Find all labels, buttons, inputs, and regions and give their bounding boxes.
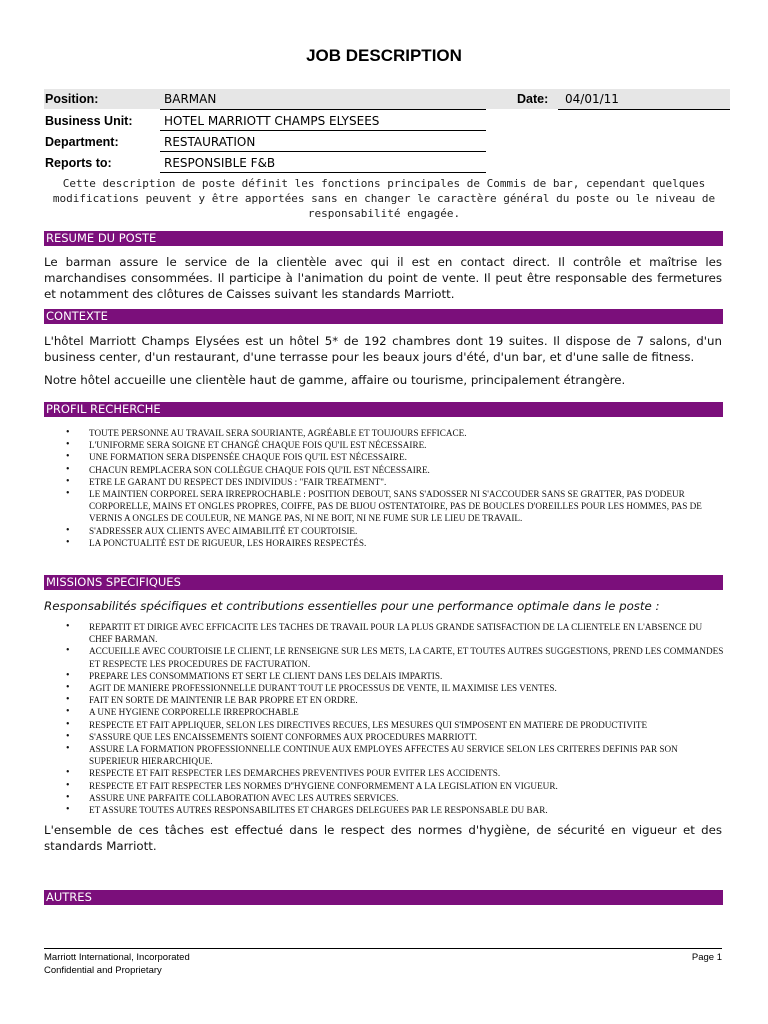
- list-item: • FAIT EN SORTE DE MAINTENIR LE BAR PROPRE ET EN ORDRE.: [66, 694, 358, 706]
- contexte-text-1: L'hôtel Marriott Champs Elysées est un hôtel 5* de 192 chambres dont 19 suites. Il dispose de 7 salons, d'un business center, d'un restaurant, d'une terrasse pour les beaux jours d'été, d'un bar, et d'une salle de fitness.: [44, 334, 722, 364]
- date-label: Date:: [517, 92, 549, 106]
- bullet-icon: •: [66, 743, 70, 755]
- date-value: 04/01/11: [565, 92, 619, 106]
- list-item: • RESPECTE ET FAIT RESPECTER LES DEMARCHES PREVENTIVES POUR EVITER LES ACCIDENTS.: [66, 767, 501, 779]
- bullet-icon: •: [66, 488, 70, 500]
- position-label: Position:: [45, 92, 99, 106]
- business-unit-underline: [160, 130, 486, 131]
- bullet-icon: •: [66, 682, 70, 694]
- list-item: • ET ASSURE TOUTES AUTRES RESPONSABILITES ET CHARGES DELEGUEES PAR LE RESPONSABLE DU BAR.: [66, 804, 548, 816]
- section-header-resume: RESUME DU POSTE: [44, 231, 723, 246]
- reports-to-value: RESPONSIBLE F&B: [164, 156, 276, 170]
- bullet-icon: •: [66, 779, 70, 791]
- list-item: • ASSURE LA FORMATION PROFESSIONNELLE CONTINUE AUX EMPLOYES AFFECTES AU SERVICE SELON LES CRITERES DEFINIS PAR SON SUPERIEUR HIERARCHIQUE.: [66, 743, 678, 767]
- section-header-missions: MISSIONS SPECIFIQUES: [44, 575, 723, 590]
- bullet-icon: •: [66, 621, 70, 632]
- department-underline: [160, 151, 486, 152]
- footer-divider: [44, 948, 722, 949]
- reports-to-label: Reports to:: [45, 156, 112, 170]
- profil-list: [44, 427, 724, 549]
- footer-page-number: Page 1: [691, 952, 722, 963]
- resume-text: Le barman assure le service de la clientèle avec qui il est en contact direct. Il contrôle et maîtrise les marchandises consommées. Il participe à l'animation du point de vente. Il peut être responsable des fermetures et notamment des clôtures de Caisses suivant les standards Marriott.: [44, 255, 722, 301]
- bullet-icon: •: [66, 767, 70, 779]
- list-item: • ETRE LE GARANT DU RESPECT DES INDIVIDUS : "FAIR TREATMENT".: [66, 475, 387, 487]
- reports-to-underline: [160, 172, 486, 173]
- header-shade-position: [44, 89, 730, 109]
- missions-list: [44, 621, 724, 816]
- list-item: • S'ASSURE QUE LES ENCAISSEMENTS SOIENT CONFORMES AUX PROCEDURES MARRIOTT.: [66, 730, 478, 742]
- position-value: BARMAN: [164, 92, 217, 106]
- list-item: • LE MAINTIEN CORPOREL SERA IRREPROCHABLE : POSITION DEBOUT, SANS S'ADOSSER NI S'ACCOUDER SANS SE GRATTER, PAS D'ODEUR CORPORELLE, MAINS ET ONGLES PROPRES, COIFFE, PAS DE BIJOU OSTENTATOIRE, PAS DE BOUCLES D'OREILLES POUR LES HOMMES, PAS DE VERNIS A ONGLES DE COULEUR, NE MANGE PAS, NI NE BOIT, NI NE FUME SUR LE LIEU DE TRAVAIL.: [66, 488, 702, 524]
- list-item: • LA PONCTUALITÉ EST DE RIGUEUR, LES HORAIRES RESPECTÉS.: [66, 536, 367, 548]
- bullet-icon: •: [66, 524, 70, 536]
- bullet-icon: •: [66, 427, 70, 438]
- bullet-icon: •: [66, 718, 70, 730]
- bullet-icon: •: [66, 669, 70, 681]
- bullet-icon: •: [66, 791, 70, 803]
- list-item: • ACCUEILLE AVEC COURTOISIE LE CLIENT, LE RENSEIGNE SUR LES METS, LA CARTE, ET TOUTES AUTRES SUGGESTIONS, PREND LES COMMANDES ET RESPECTE LES PROCEDURES DE FACTURATION.: [66, 645, 724, 669]
- bullet-icon: •: [66, 536, 70, 548]
- section-header-contexte: CONTEXTE: [44, 309, 723, 324]
- bullet-icon: •: [66, 451, 70, 463]
- department-value: RESTAURATION: [164, 135, 256, 149]
- document-title: JOB DESCRIPTION: [306, 46, 462, 65]
- bullet-icon: •: [66, 475, 70, 487]
- bullet-icon: •: [66, 694, 70, 706]
- list-item: • PREPARE LES CONSOMMATIONS ET SERT LE CLIENT DANS LES DELAIS IMPARTIS.: [66, 669, 443, 681]
- business-unit-label: Business Unit:: [45, 114, 133, 128]
- list-item: • RESPECTE ET FAIT APPLIQUER, SELON LES DIRECTIVES RECUES, LES MESURES QUI S'IMPOSENT EN MATIERE DE PRODUCTIVITE: [66, 718, 648, 730]
- list-item: • UNE FORMATION SERA DISPENSÉE CHAQUE FOIS QU'IL EST NÉCESSAIRE.: [66, 451, 407, 463]
- list-item: • AGIT DE MANIERE PROFESSIONNELLE DURANT TOUT LE PROCESSUS DE VENTE, IL MAXIMISE LES VENTES.: [66, 682, 557, 694]
- list-item: • ASSURE UNE PARFAITE COLLABORATION AVEC LES AUTRES SERVICES.: [66, 791, 399, 803]
- section-header-autres: AUTRES: [44, 890, 723, 905]
- bullet-icon: •: [66, 463, 70, 475]
- bullet-icon: •: [66, 730, 70, 742]
- department-label: Department:: [45, 135, 119, 149]
- position-underline: [160, 109, 486, 110]
- list-item: • CHACUN REMPLACERA SON COLLÈGUE CHAQUE FOIS QU'IL EST NÉCESSAIRE.: [66, 463, 430, 475]
- bullet-icon: •: [66, 645, 70, 657]
- list-item: • A UNE HYGIENE CORPORELLE IRREPROCHABLE: [66, 706, 299, 718]
- list-item: • RESPECTE ET FAIT RESPECTER LES NORMES D''HYGIENE CONFORMEMENT A LA LEGISLATION EN VIGUEUR.: [66, 779, 558, 791]
- missions-intro: Responsabilités spécifiques et contributions essentielles pour une performance optimale dans le poste :: [44, 599, 660, 613]
- list-item: • TOUTE PERSONNE AU TRAVAIL SERA SOURIANTE, AGRÉABLE ET TOUJOURS EFFICACE.: [66, 427, 467, 438]
- section-header-profil: PROFIL RECHERCHE: [44, 402, 723, 417]
- list-item: • L'UNIFORME SERA SOIGNE ET CHANGÉ CHAQUE FOIS QU'IL EST NÉCESSAIRE.: [66, 439, 427, 451]
- list-item: • S'ADRESSER AUX CLIENTS AVEC AIMABILITÉ ET COURTOISIE.: [66, 524, 358, 536]
- bullet-icon: •: [66, 706, 70, 718]
- contexte-text-2: Notre hôtel accueille une clientèle haut de gamme, affaire ou tourisme, principalement étrangère.: [44, 373, 626, 387]
- footer-company: Marriott International, Incorporated: [44, 952, 190, 963]
- bullet-icon: •: [66, 439, 70, 451]
- intro-paragraph: Cette description de poste définit les fonctions principales de Commis de bar, cependant quelques modifications peuvent y être apportées sans en changer le caractère général du poste ou le niveau de responsabilité engagée.: [52, 177, 716, 220]
- missions-closing: L'ensemble de ces tâches est effectué dans le respect des normes d'hygiène, de sécurité en vigueur et des standards Marriott.: [44, 823, 722, 853]
- bullet-icon: •: [66, 804, 70, 816]
- business-unit-value: HOTEL MARRIOTT CHAMPS ELYSEES: [164, 114, 380, 128]
- footer-confidential: Confidential and Proprietary: [44, 965, 162, 976]
- list-item: • REPARTIT ET DIRIGE AVEC EFFICACITE LES TACHES DE TRAVAIL POUR LA PLUS GRANDE SATISFACTION DE LA CLIENTELE EN L'ABSENCE DU CHEF BARMAN.: [66, 621, 703, 645]
- date-underline: [558, 109, 730, 110]
